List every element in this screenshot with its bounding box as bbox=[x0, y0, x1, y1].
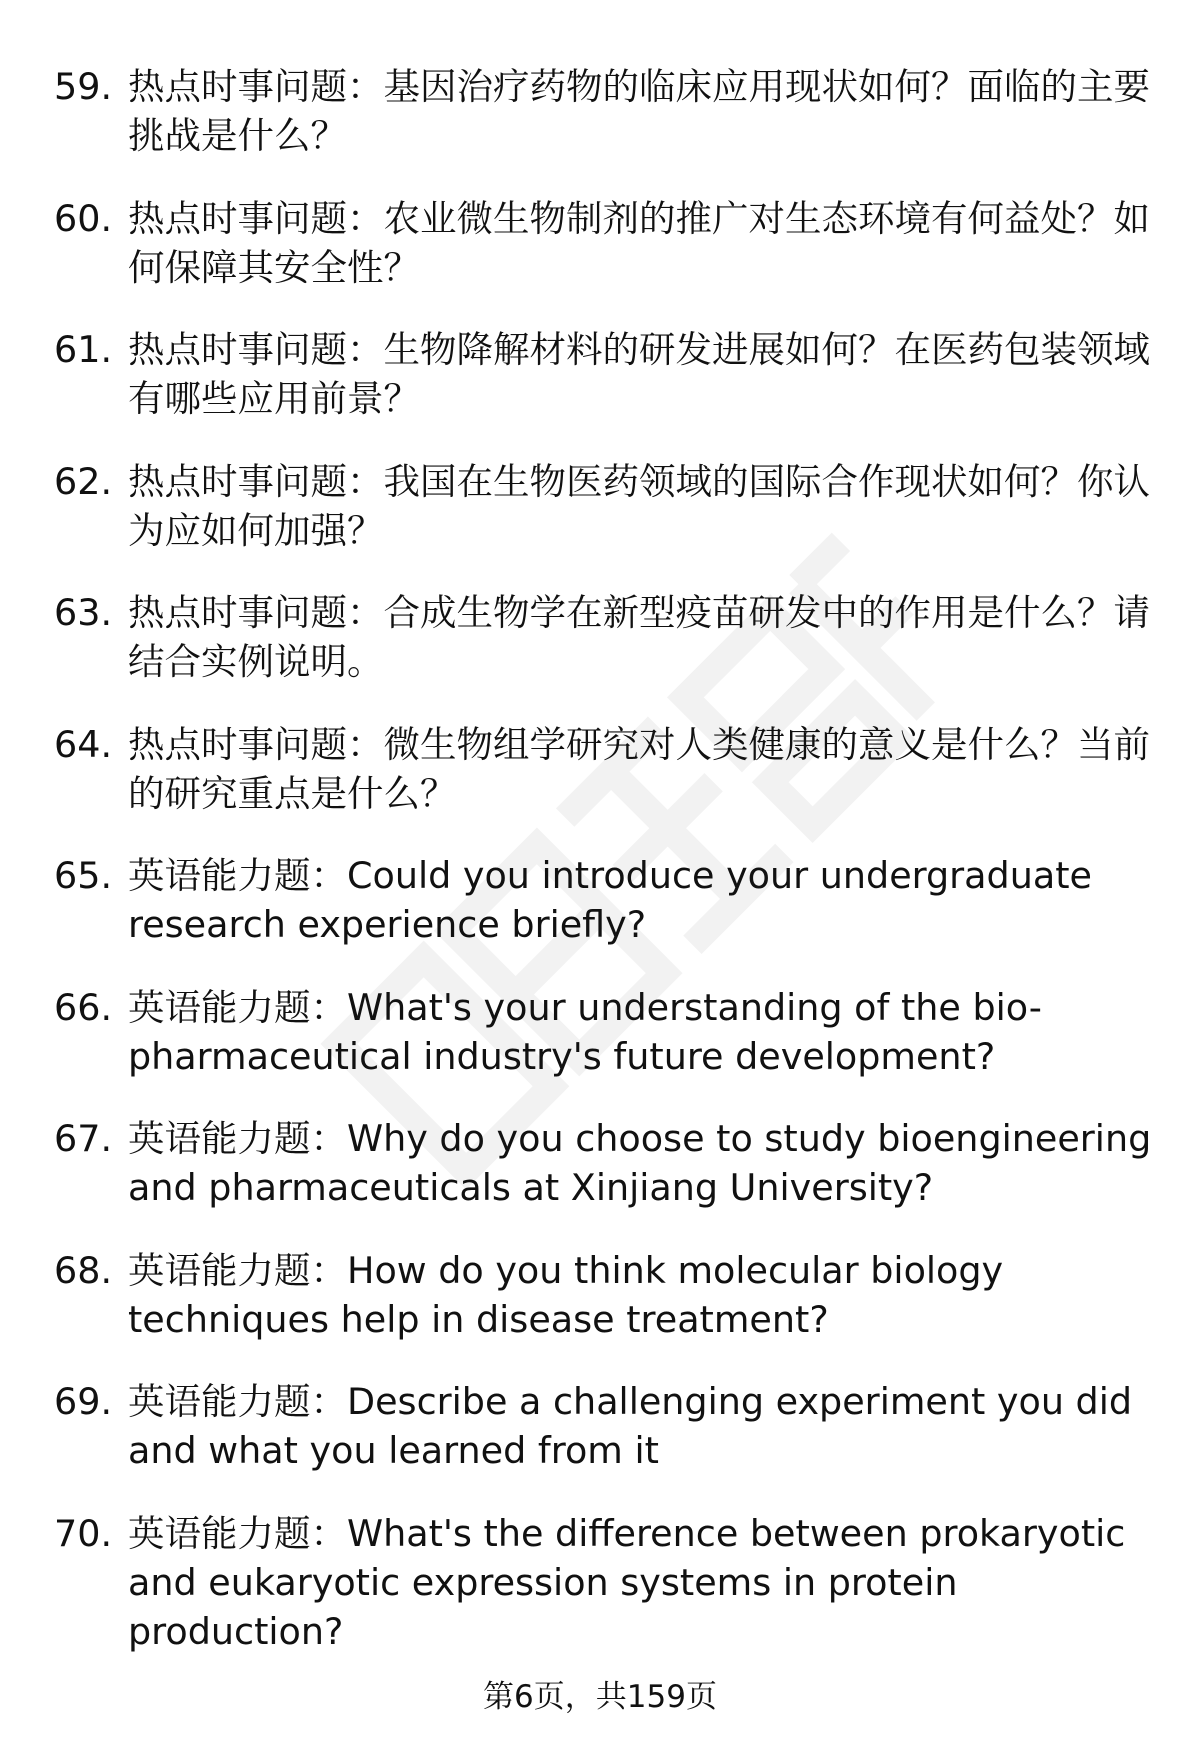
question-number: 69. bbox=[54, 1380, 113, 1423]
question-number: 61. bbox=[54, 328, 113, 371]
question-body bbox=[128, 1509, 1164, 1656]
question-item bbox=[54, 457, 1164, 589]
question-number: 63. bbox=[54, 591, 113, 634]
question-text: 农业微生物制剂的推广对生态环境有何益处？如何保障其安全性？ bbox=[128, 196, 1150, 289]
question-list bbox=[54, 62, 1164, 1653]
question-category: 英语能力题： bbox=[128, 1248, 347, 1292]
question-category: 热点时事问题： bbox=[128, 722, 384, 766]
question-body bbox=[128, 325, 1164, 423]
question-body bbox=[128, 720, 1164, 818]
question-number: 65. bbox=[54, 854, 113, 897]
question-item bbox=[54, 720, 1164, 852]
question-body bbox=[128, 1377, 1164, 1475]
question-body bbox=[128, 588, 1164, 686]
question-item bbox=[54, 588, 1164, 720]
question-number: 59. bbox=[54, 65, 113, 108]
question-body bbox=[128, 1246, 1164, 1344]
question-category: 英语能力题： bbox=[128, 1511, 347, 1555]
question-number: 70. bbox=[54, 1511, 113, 1555]
question-body bbox=[128, 194, 1164, 292]
question-body bbox=[128, 851, 1164, 949]
question-text: 合成生物学在新型疫苗研发中的作用是什么？请结合实例说明。 bbox=[128, 591, 1150, 683]
question-number: 60. bbox=[54, 196, 113, 240]
page-number-footer: 第6页，共159页 bbox=[483, 1679, 717, 1715]
question-body bbox=[128, 62, 1164, 160]
question-body bbox=[128, 457, 1164, 555]
question-text: 基因治疗药物的临床应用现状如何？面临的主要挑战是什么？ bbox=[128, 65, 1150, 157]
question-item bbox=[54, 1509, 1164, 1653]
question-text: What's your understanding of the bio-pharmaceutical industry's future development? bbox=[128, 985, 1042, 1078]
question-number: 62. bbox=[54, 459, 113, 503]
question-category: 英语能力题： bbox=[128, 1380, 347, 1423]
question-item bbox=[54, 1246, 1164, 1378]
question-item bbox=[54, 62, 1164, 194]
question-category: 英语能力题： bbox=[128, 854, 347, 897]
question-text: 生物降解材料的研发进展如何？在医药包装领域有哪些应用前景？ bbox=[128, 328, 1150, 420]
question-item bbox=[54, 325, 1164, 457]
question-category: 英语能力题： bbox=[128, 985, 347, 1029]
question-text: 我国在生物医药领域的国际合作现状如何？你认为应如何加强？ bbox=[128, 459, 1150, 552]
question-body bbox=[128, 1114, 1164, 1212]
question-item bbox=[54, 851, 1164, 983]
question-item bbox=[54, 1114, 1164, 1246]
question-item bbox=[54, 983, 1164, 1115]
question-text: Could you introduce your undergraduate research experience briefly? bbox=[128, 854, 1092, 946]
question-text: Describe a challenging experiment you did and what you learned from it bbox=[128, 1380, 1133, 1472]
question-number: 64. bbox=[54, 722, 113, 766]
question-category: 热点时事问题： bbox=[128, 65, 384, 108]
question-category: 英语能力题： bbox=[128, 1117, 347, 1160]
question-category: 热点时事问题： bbox=[128, 591, 384, 634]
question-item bbox=[54, 1377, 1164, 1509]
question-category: 热点时事问题： bbox=[128, 196, 384, 240]
question-text: Why do you choose to study bioengineering and pharmaceuticals at Xinjiang University? bbox=[128, 1117, 1152, 1209]
question-text: How do you think molecular biology techniques help in disease treatment? bbox=[128, 1248, 1004, 1341]
question-item bbox=[54, 194, 1164, 326]
question-number: 68. bbox=[54, 1248, 113, 1292]
question-number: 67. bbox=[54, 1117, 113, 1160]
question-body bbox=[128, 983, 1164, 1081]
question-category: 热点时事问题： bbox=[128, 328, 384, 371]
question-number: 66. bbox=[54, 985, 113, 1029]
question-text: What's the difference between prokaryotic and eukaryotic expression systems in protein production? bbox=[128, 1511, 1126, 1653]
question-text: 微生物组学研究对人类健康的意义是什么？当前的研究重点是什么？ bbox=[128, 722, 1150, 815]
question-category: 热点时事问题： bbox=[128, 459, 384, 503]
